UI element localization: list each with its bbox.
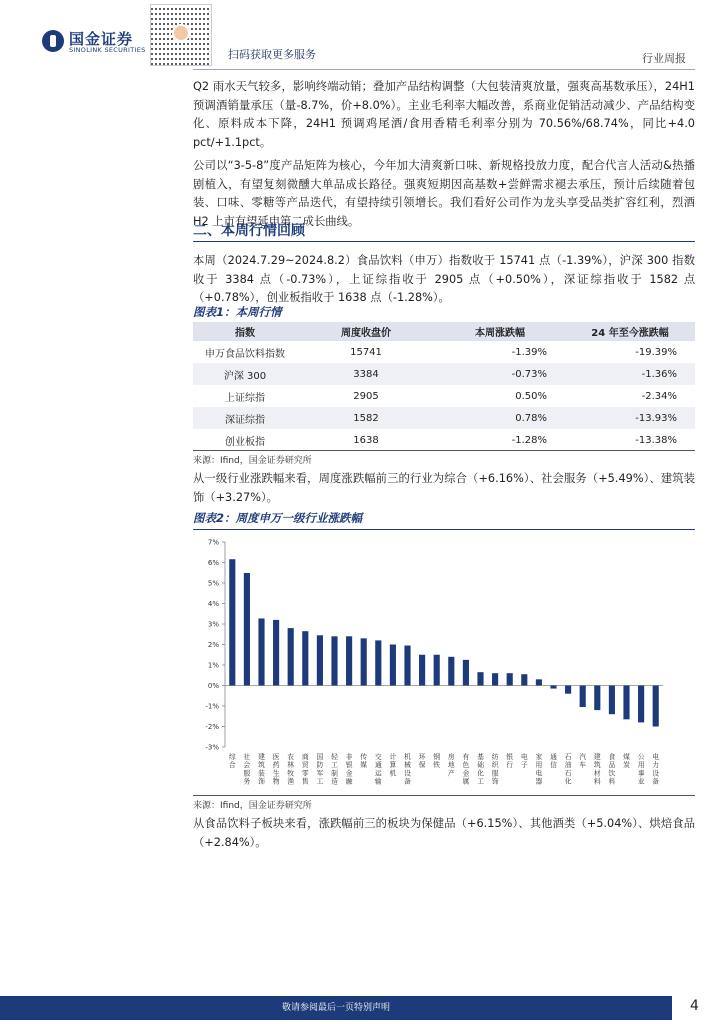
bar [536,679,542,685]
x-tick-char: 饮 [608,769,616,778]
logo-en-text: SINOLINK SECURITIES [69,46,146,54]
bar [550,686,556,689]
footer-disclaimer: 敬请参阅最后一页特别声明 [281,1003,390,1013]
table-row [193,407,695,429]
page-number: 4 [690,998,699,1014]
x-tick-char: 食 [608,753,616,761]
bar [288,628,294,685]
x-tick-char: 汽 [579,753,587,761]
bar [463,660,469,686]
x-tick-char: 军 [316,769,324,778]
x-tick-char: 备 [652,777,660,786]
x-tick-char: 行 [506,761,514,770]
x-tick-char: 子 [520,761,528,770]
industry-bar-chart [193,530,695,794]
x-tick-label [346,752,353,786]
x-tick-char: 工 [316,777,324,786]
table-header-cell: 24 年至今涨跌幅 [565,322,695,341]
x-tick-char: 力 [652,761,660,770]
bar [477,672,483,685]
bar [594,686,600,711]
x-tick-char: 银 [506,753,514,761]
x-tick-label [463,752,470,786]
page-header [0,0,724,70]
table-row [193,385,695,407]
x-tick-char: 建 [593,753,601,761]
x-tick-char: 织 [491,761,499,770]
bar [521,674,527,685]
figure1-source: 来源：Ifind，国金证券研究所 [193,450,695,466]
paragraph-1: Q2 雨水天气较多，影响终端动销；叠加产品结构调整（大包装清爽放量，强爽高基数承压），24H1 预调酒销量承压（量-8.7%，价+8.0%）。主业毛利率大幅改善，系商业促销活动减少、产品结构变化、原料成本下降，24H1 预调鸡尾酒/食用香精毛利率分别为 70.56%/68.74%，同比+4.0 pct/+1.1pct。 [193,80,695,149]
x-tick-char: 有 [462,753,470,761]
x-tick-label [419,753,426,769]
x-tick-label [273,753,280,786]
x-tick-label [609,752,616,786]
table-cell: 0.50% [515,390,547,402]
y-tick-label: 3% [207,620,219,629]
x-tick-char: 料 [593,777,601,786]
x-tick-label [302,752,309,786]
x-tick-label [623,752,630,769]
x-tick-label [258,752,265,786]
bar [331,636,337,685]
x-tick-char: 服 [243,769,251,778]
x-tick-label [506,752,513,769]
x-tick-char: 综 [228,753,236,761]
x-tick-char: 家 [535,753,543,761]
x-tick-char: 算 [389,761,397,770]
x-tick-char: 业 [637,777,645,786]
x-tick-char: 用 [535,761,543,770]
x-tick-char: 炭 [623,761,630,770]
table-row [193,341,695,363]
bar [361,638,367,685]
x-tick-char: 煤 [623,753,630,761]
x-tick-char: 林 [287,761,295,770]
x-tick-label [579,752,586,769]
x-tick-label [594,752,601,786]
x-tick-char: 金 [345,769,353,778]
scan-hint: 扫码获取更多服务 [228,48,316,61]
x-tick-label [536,752,543,786]
x-tick-char: 设 [652,769,660,778]
x-tick-label [229,752,236,769]
bar [492,673,498,685]
paragraph-3: 本周（2024.7.29~2024.8.2）食品饮料（申万）指数收于 15741 点（-1.39%），沪深 300 指数收于 3384 点（-0.73%），上证综指收于 2905 点（+0.50%），深证综指收于 1582 点（+0.78%），创业板指收于 1638 点（-1.28%）。 [193,254,695,304]
x-tick-char: 商 [301,753,309,761]
x-tick-char: 售 [301,777,309,786]
bar [419,655,425,686]
figure2-title: 图表2：周度申万一级行业涨跌幅 [193,510,695,530]
x-tick-char: 输 [374,777,382,786]
x-tick-char: 电 [535,769,543,778]
x-tick-char: 用 [637,761,645,770]
x-tick-label [390,752,397,777]
table-cell: -1.28% [511,434,547,446]
bar [653,686,659,727]
x-tick-char: 运 [374,769,382,778]
x-tick-char: 保 [418,761,426,770]
table-cell: 深证综指 [193,407,297,429]
bar [258,618,264,685]
y-tick-label: 2% [207,641,219,649]
x-tick-char: 银 [345,761,353,770]
x-tick-char: 物 [272,777,280,786]
x-tick-label [492,752,499,786]
section-title: 二、本周行情回顾 [193,223,305,239]
x-tick-char: 纺 [491,753,499,761]
bar [302,631,308,685]
x-tick-label [375,752,382,786]
x-tick-char: 防 [316,761,324,770]
x-tick-label [360,752,367,769]
table-row [193,363,695,385]
x-tick-char: 工 [331,761,338,770]
x-tick-char: 属 [462,777,470,786]
x-tick-char: 电 [652,753,660,761]
x-tick-char: 石 [564,753,572,761]
x-tick-char: 轻 [331,753,338,761]
bar [346,636,352,685]
x-tick-char: 非 [345,753,353,761]
bar [273,620,279,686]
table-cell: 0.78% [435,407,565,429]
intro-text [193,78,695,231]
x-tick-label [521,752,528,769]
table-cell: 15741 [350,346,382,358]
x-tick-char: 通 [374,761,382,770]
x-tick-label [477,752,484,786]
table-cell: 1638 [353,434,379,446]
table-cell: 3384 [297,363,435,385]
x-tick-char: 媒 [360,761,368,770]
x-tick-char: 社 [243,753,251,761]
table-cell: 创业板指 [225,436,265,448]
report-type: 行业周报 [642,52,686,65]
bar [623,686,629,720]
table-cell: 上证综指 [225,392,265,404]
y-tick-label: 1% [207,661,219,670]
section-divider [193,241,695,242]
x-tick-char: 制 [331,769,338,778]
table-header-cell: 本周涨跌幅 [435,322,565,341]
x-tick-char: 料 [608,777,616,786]
bar [565,686,571,694]
x-tick-char: 医 [272,753,280,761]
x-tick-label [652,752,659,786]
x-tick-char: 事 [637,769,645,778]
bar [229,559,235,685]
y-tick-label: 6% [207,559,219,567]
table-cell: -0.73% [435,363,565,385]
x-tick-char: 会 [243,761,251,770]
paragraph-2: 公司以“3-5-8”度产品矩阵为核心，今年加大清爽新口味、新规格投放力度，配合代言人活动&热播剧植入，有望复刻微醺大单品成长路径。强爽短期因高基数+尝鲜需求褪去承压，预计后续随着包装、口味、零糖等产品迭代，有望持续引领增长。我们看好公司作为龙头享受品类扩容红利，烈酒 H2 上市有望延申第二成长曲线。 [193,159,695,228]
logo-cn-text: 国金证券 [69,30,134,48]
x-tick-char: 通 [550,753,557,761]
x-tick-char: 械 [404,761,411,770]
table-cell: -13.93% [565,407,695,429]
bar [609,686,615,715]
x-tick-char: 化 [477,769,484,778]
market-table [193,322,695,451]
table-cell: -2.34% [641,390,677,402]
figure2-source: 来源：Ifind，国金证券研究所 [193,795,695,811]
x-tick-label [287,752,294,786]
x-tick-char: 地 [447,761,455,770]
x-tick-char: 零 [301,769,309,778]
x-tick-char: 色 [462,761,470,770]
table-cell: -19.39% [635,346,677,358]
bar [317,635,323,685]
x-tick-char: 机 [404,753,411,761]
table-header-cell: 指数 [193,322,297,341]
bar [507,673,513,685]
y-tick-label: 4% [207,600,219,608]
bar [448,657,454,686]
x-tick-char: 贸 [301,761,309,770]
table-cell: 1582 [297,407,435,429]
x-tick-char: 房 [447,753,455,761]
x-tick-char: 环 [418,753,426,761]
x-tick-char: 车 [579,761,587,770]
bar [244,573,250,686]
x-tick-char: 品 [608,761,616,770]
x-tick-label [331,752,338,786]
bar [375,640,381,685]
y-tick-label: 0% [207,682,219,690]
x-tick-char: 务 [243,777,251,786]
y-tick-label: -1% [205,702,219,711]
x-tick-char: 饰 [491,777,499,786]
x-tick-char: 铁 [433,761,441,770]
paragraph-5: 从食品饮料子板块来看，涨跌幅前三的板块为保健品（+6.15%）、其他酒类（+5.04%）、烘焙食品（+2.84%）。 [193,817,695,849]
sinolink-logo-icon [42,30,64,52]
x-tick-char: 服 [491,769,499,778]
x-tick-char: 合 [228,761,236,770]
figure1-title: 图表1：本周行情 [193,304,695,324]
x-tick-char: 国 [316,753,324,761]
bar [404,646,410,686]
bar [434,655,440,686]
x-tick-char: 材 [593,769,601,778]
x-tick-char: 传 [360,753,368,761]
y-tick-label: 5% [207,579,219,588]
table-cell: 申万食品饮料指数 [205,348,285,360]
x-tick-char: 公 [637,753,645,761]
y-tick-label: -2% [205,723,219,731]
x-tick-char: 金 [462,769,470,778]
x-tick-char: 药 [272,761,280,770]
x-tick-char: 工 [477,777,484,786]
x-tick-char: 钢 [433,753,441,761]
y-tick-label: 7% [207,538,219,547]
x-tick-char: 器 [535,777,543,786]
x-tick-char: 础 [477,761,484,770]
bar [580,686,586,708]
x-tick-char: 筑 [258,761,265,770]
x-tick-label [433,752,440,769]
x-tick-label [404,752,411,786]
x-tick-char: 计 [389,753,397,761]
x-tick-char: 饰 [258,777,265,786]
table-header-row [193,322,695,341]
x-tick-char: 电 [520,753,528,761]
x-tick-char: 农 [287,753,295,761]
table-cell: -1.39% [511,346,547,358]
table-header-cell: 周度收盘价 [297,322,435,341]
bar [638,686,644,723]
x-tick-char: 化 [564,777,572,786]
x-tick-char: 基 [477,753,484,761]
x-tick-char: 生 [272,769,280,778]
x-tick-char: 产 [447,769,455,778]
x-tick-label [550,752,557,769]
y-tick-label: -3% [205,743,219,752]
x-tick-char: 融 [345,777,353,786]
x-tick-char: 牧 [287,769,295,778]
paragraph-4: 从一级行业涨跌幅来看，周度涨跌幅前三的行业为综合（+6.16%）、社会服务（+5.49%）、建筑装饰（+3.27%）。 [193,472,695,504]
bar [390,645,396,686]
x-tick-label [565,753,572,786]
x-tick-label [638,753,645,786]
x-tick-char: 设 [404,769,411,778]
x-tick-label [448,752,455,777]
table-cell: 沪深 300 [193,363,297,385]
x-tick-char: 造 [331,777,338,786]
x-tick-char: 筑 [593,761,601,770]
x-tick-label [317,752,324,786]
header-divider [193,69,695,70]
table-cell: -1.36% [565,363,695,385]
table-row [193,429,695,451]
x-tick-char: 建 [258,753,265,761]
x-tick-char: 油 [564,761,572,770]
table-cell: -13.38% [635,434,677,446]
x-tick-char: 装 [258,769,265,778]
qr-avatar-icon [172,24,190,42]
x-tick-char: 信 [550,761,557,770]
x-tick-char: 石 [564,769,572,778]
x-tick-char: 机 [389,769,397,778]
x-tick-label [244,752,251,786]
x-tick-char: 备 [404,777,411,786]
table-cell: 2905 [353,390,379,402]
x-tick-char: 渔 [287,777,295,786]
x-tick-char: 交 [374,753,382,761]
